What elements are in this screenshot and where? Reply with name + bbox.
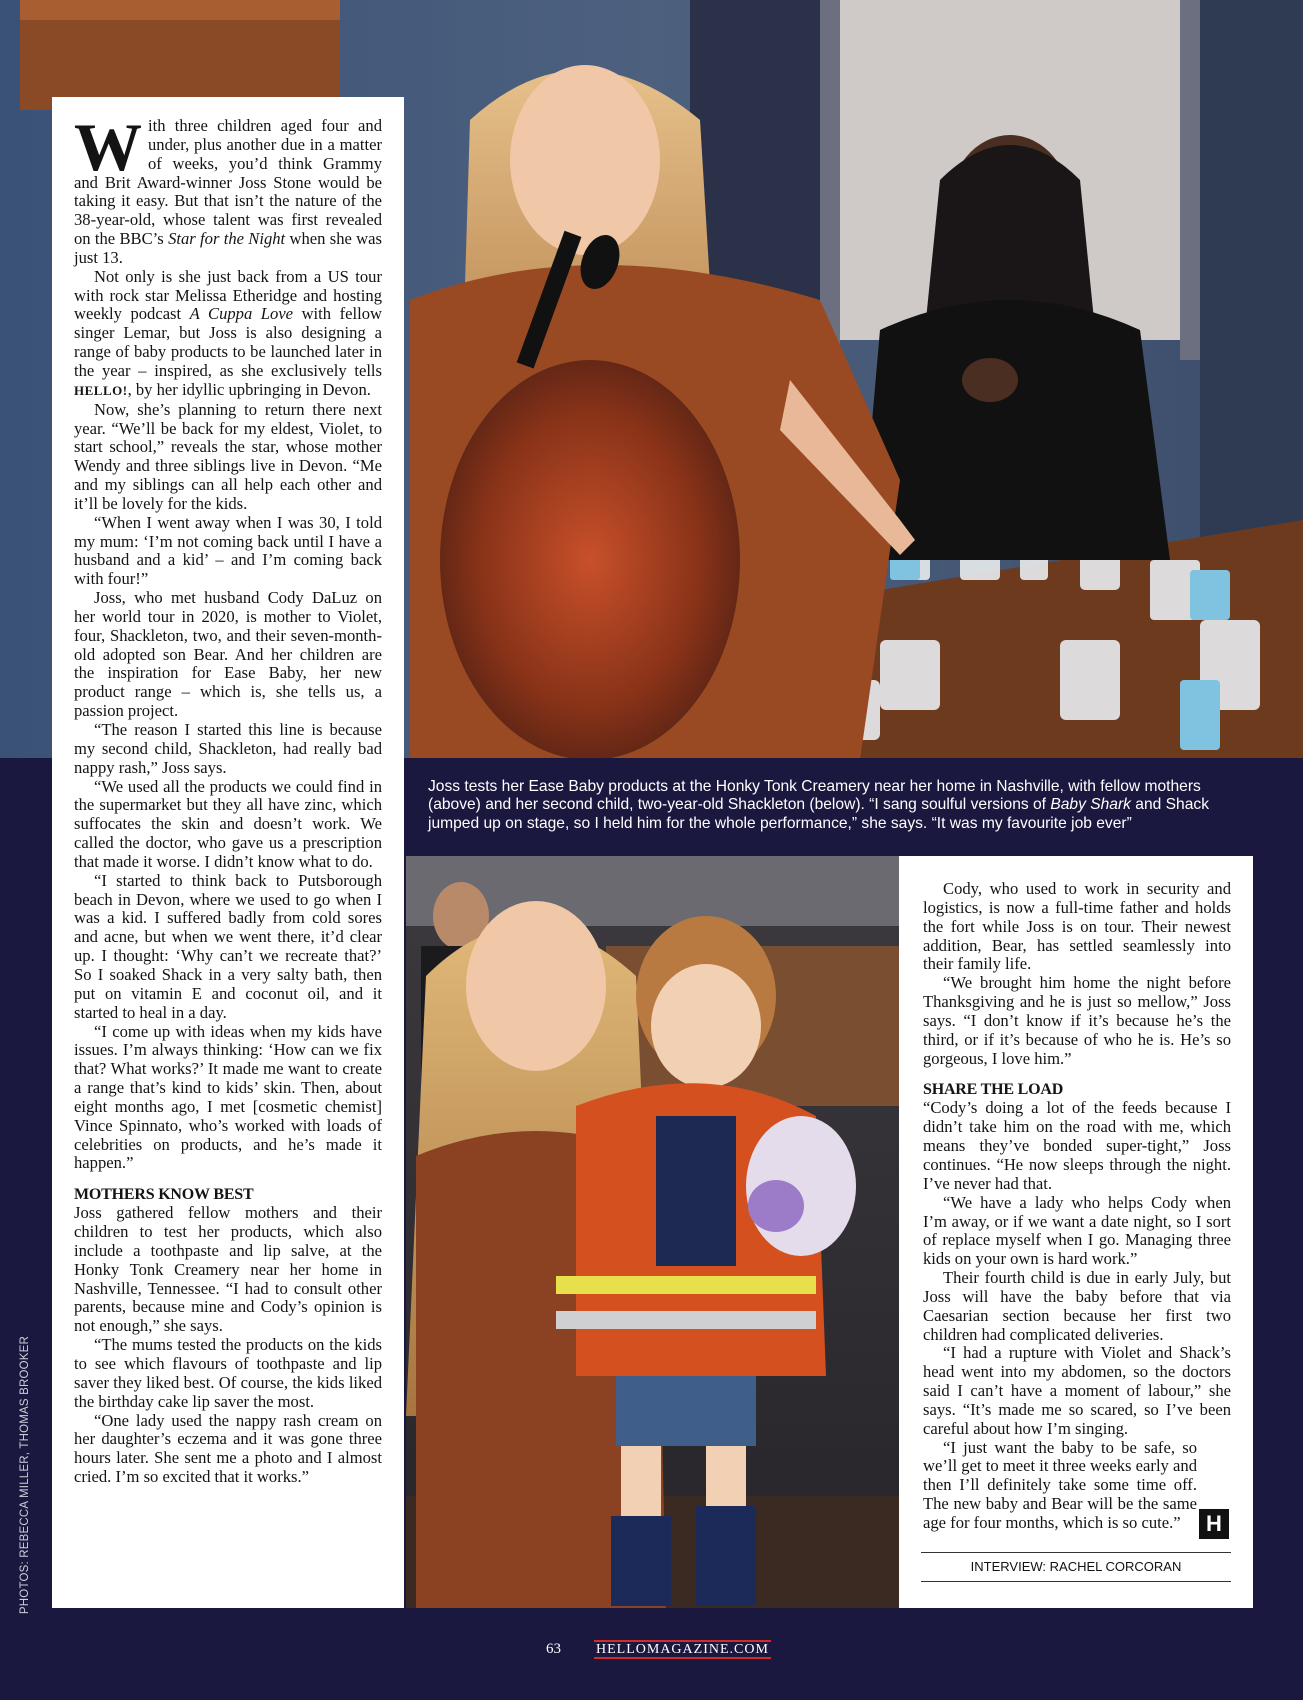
hello-brand-text: HELLO! [74, 382, 128, 398]
photo-caption [428, 778, 1232, 833]
left-text-column [52, 97, 404, 1608]
caption-text-b: and Shack jumped up on stage, so I held him for the whole performance,” she says. “It was my favourite job ever” [428, 796, 1209, 832]
credit-rule [921, 1552, 1231, 1553]
section-heading: MOTHERS KNOW BEST [74, 1186, 254, 1204]
paragraph: Joss, who met husband Cody DaLuz on her world tour in 2020, is mother to Violet, four, Shackleton, two, and their seven-month-old adopted son Bear. And her children are the inspiration for Ease Baby, her new product range – which is, she tells us, a passion project. [74, 588, 382, 721]
intro-paragraph: With three children aged four and under, plus another due in a matter of weeks, you’d think Grammy and Brit Award-winner Joss Stone would be taking it easy. But that isn’t the nature of the 38-year-old, whose talent was first revealed on the BBC’s Star for the Night when she was just 13. [74, 109, 382, 267]
paragraph: Cody, who used to work in security and logistics, is now a full-time father and holds the fort while Joss is on tour. Their newest addition, Bear, has settled seamlessly into their family life. [923, 879, 1231, 974]
caption-text-a: Joss tests her Ease Baby products at the Honky Tonk Creamery near her home in Nashville, with fellow mothers (above) and her second child, two-year-old Shackleton (below). “I sang soulful versions of [428, 778, 1201, 814]
right-text-column [899, 856, 1253, 1608]
paragraph: “One lady used the nappy rash cream on her daughter’s eczema and it was gone three hours later. She sent me a photo and I almost cried. I’m so excited that it works.” [74, 1410, 382, 1487]
paragraph: “I come up with ideas when my kids have issues. I’m always thinking: ‘How can we fix that? What works?’ It made me want to create a range that’s kind to kids’ skin. Then, about eight months ago, I met [cosmetic chemist] Vince Spinnato, who’s worked with loads of celebrities on products, and he’s made it happen.” [74, 1021, 382, 1173]
paragraph: Not only is she just back from a US tour with rock star Melissa Etheridge and hosting weekly podcast A Cuppa Love with fellow singer Lemar, but Joss is also designing a range of baby products to be launched later in the year – inspired, as she exclusively tells HELLO!, by her idyllic upbringing in Devon. [74, 266, 382, 399]
paragraph: “I started to think back to Putsborough beach in Devon, where we used to go when I was a kid. I suffered badly from cold sores and acne, but when we went there, it’d clear up. I thought: ‘Why can’t we recreate that?’ So I soaked Shack in a very salty bath, then put on vitamin E and coconut oil, and it started to heal in a day. [74, 870, 382, 1022]
paragraph: Joss gathered fellow mothers and their children to test her products, which also include a toothpaste and lip salve, at the Honky Tonk Creamery near her home in Nashville, Tennessee. “I had to consult other parents, because mine and Cody’s opinion is not enough,” she says. [74, 1203, 382, 1336]
hello-end-mark-icon: H [1199, 1509, 1229, 1539]
paragraph: “We used all the products we could find in the supermarket but they all have zinc, which suffocates the skin and doesn’t work. We called the doctor, who gave us a prescription that made it worse. I didn’t know what to do. [74, 776, 382, 871]
page-number: 63 [546, 1641, 561, 1657]
bottom-photo [406, 856, 899, 1608]
site-url[interactable]: HELLOMAGAZINE.COM [596, 1642, 769, 1657]
section-heading: SHARE THE LOAD [923, 1081, 1064, 1099]
paragraph: Now, she’s planning to return there next year. “We’ll be back for my eldest, Violet, to start school,” reveals the star, whose mother Wendy and three siblings live in Devon. “Me and my siblings can all help each other and it’ll be lovely for the kids. [74, 399, 382, 513]
paragraph: “When I went away when I was 30, I told my mum: ‘I’m not coming back until I have a husband and a kid’ – and I’m coming back with four!” [74, 512, 382, 589]
paragraph: “We have a lady who helps Cody when I’m away, or if we want a date night, so I sort of replace myself when I go. Managing three kids on your own is hard work.” [923, 1192, 1231, 1269]
paragraph: “I just want the baby to be safe, so we’ll get to meet it three weeks early and then I’ll definitely take some time off. The new baby and Bear will be the same age for four months, which is so cute.” [923, 1437, 1197, 1532]
photo-credit: PHOTOS: REBECCA MILLER, THOMAS BROOKER [19, 1335, 31, 1615]
paragraph: “Cody’s doing a lot of the feeds because I didn’t take him on the road with me, which means they’ve bonded super-tight,” Joss continues. “He now sleeps through the night. I’ve never had that. [923, 1098, 1231, 1193]
paragraph: “We brought him home the night before Thanksgiving and he is just so mellow,” Joss says. “I don’t know if it’s because he’s the third, or if it’s because of who he is. He’s so gorgeous, I love him.” [923, 973, 1231, 1068]
paragraph: “The mums tested the products on the kids to see which flavours of toothpaste and lip saver they liked best. Of course, the kids liked the birthday cake lip saver the most. [74, 1335, 382, 1411]
paragraph: Their fourth child is due in early July, but Joss will have the baby before that via Caesarian section because her first two children had complicated deliveries. [923, 1268, 1231, 1344]
drop-cap: W [74, 109, 142, 185]
credit-rule [921, 1581, 1231, 1582]
paragraph: “I had a rupture with Violet and Shack’s head went into my abdomen, so the doctors said I can’t have a moment of labour,” she says. “It’s made me so scared, so I’ve been careful about how I’m singing. [923, 1343, 1231, 1438]
interview-credit: INTERVIEW: RACHEL CORCORAN [970, 1559, 1182, 1574]
paragraph: “The reason I started this line is because my second child, Shackleton, had really bad nappy rash,” Joss says. [74, 720, 382, 777]
caption-italic: Baby Shark [1050, 796, 1131, 814]
